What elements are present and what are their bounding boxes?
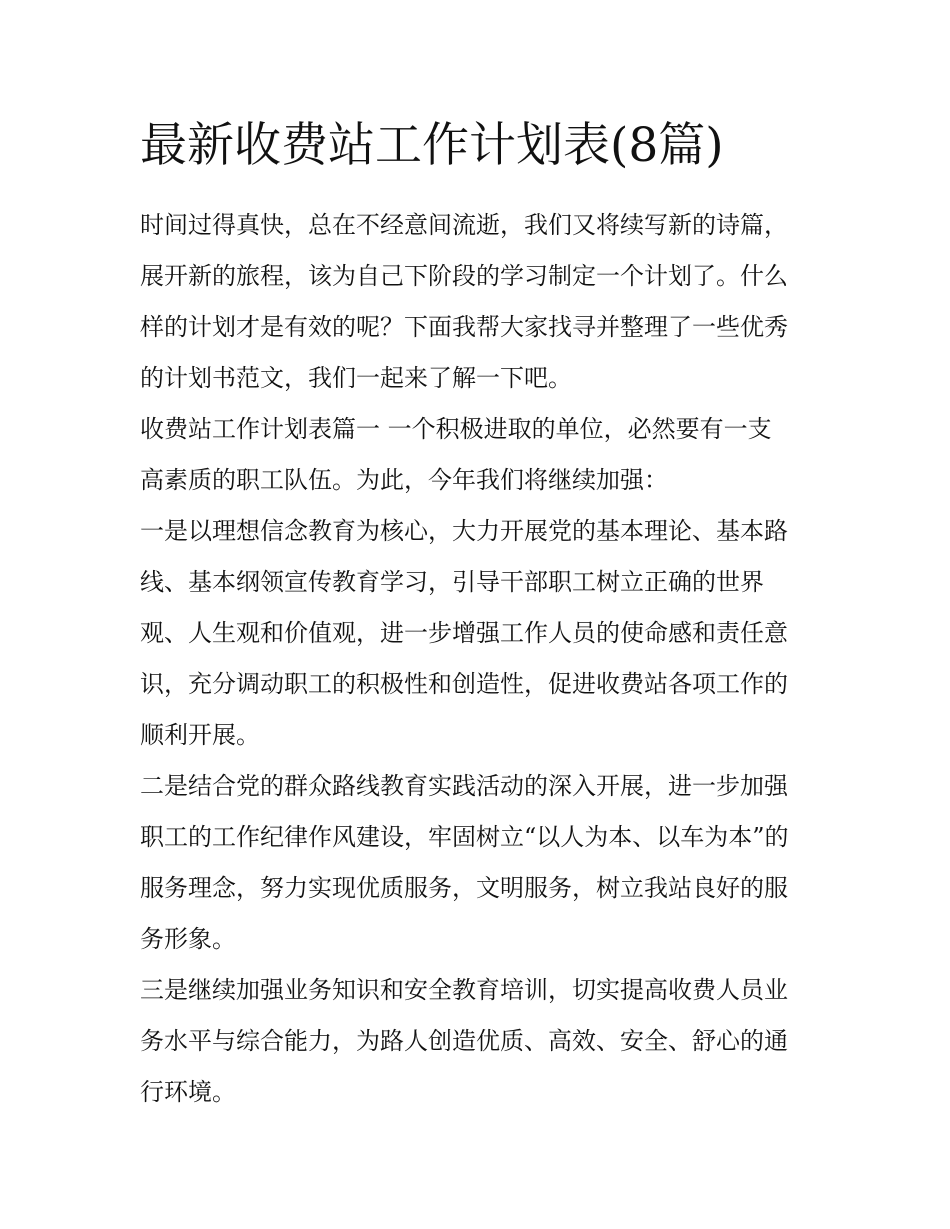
body-line: 三是继续加强业务知识和安全教育培训，切实提高收费人员业 [140, 976, 788, 1004]
body-line: 观、人生观和价值观，进一步增强工作人员的使命感和责任意 [140, 619, 788, 647]
body-line: 务形象。 [140, 925, 236, 953]
body-line: 的计划书范文，我们一起来了解一下吧。 [140, 364, 572, 392]
body-line: 展开新的旅程，该为自己下阶段的学习制定一个计划了。什么 [140, 262, 788, 290]
body-line: 务水平与综合能力，为路人创造优质、高效、安全、舒心的通 [140, 1027, 788, 1055]
body-line: 职工的工作纪律作风建设，牢固树立“以人为本、以车为本”的 [140, 823, 789, 851]
body-line: 二是结合党的群众路线教育实践活动的深入开展，进一步加强 [140, 772, 788, 800]
body-line: 高素质的职工队伍。为此，今年我们将继续加强： [140, 466, 668, 494]
body-line: 识，充分调动职工的积极性和创造性，促进收费站各项工作的 [140, 670, 788, 698]
document-body [140, 200, 812, 1118]
document-title: 最新收费站工作计划表(8篇) [140, 118, 724, 173]
body-line: 服务理念，努力实现优质服务，文明服务，树立我站良好的服 [140, 874, 788, 902]
body-line: 样的计划才是有效的呢？下面我帮大家找寻并整理了一些优秀 [140, 313, 788, 341]
body-line: 行环境。 [140, 1078, 236, 1106]
body-line: 线、基本纲领宣传教育学习，引导干部职工树立正确的世界 [140, 568, 764, 596]
body-line: 收费站工作计划表篇一 一个积极进取的单位，必然要有一支 [140, 415, 772, 443]
body-line: 时间过得真快，总在不经意间流逝，我们又将续写新的诗篇， [140, 211, 788, 239]
body-line: 一是以理想信念教育为核心，大力开展党的基本理论、基本路 [140, 517, 788, 545]
body-line: 顺利开展。 [140, 721, 260, 749]
